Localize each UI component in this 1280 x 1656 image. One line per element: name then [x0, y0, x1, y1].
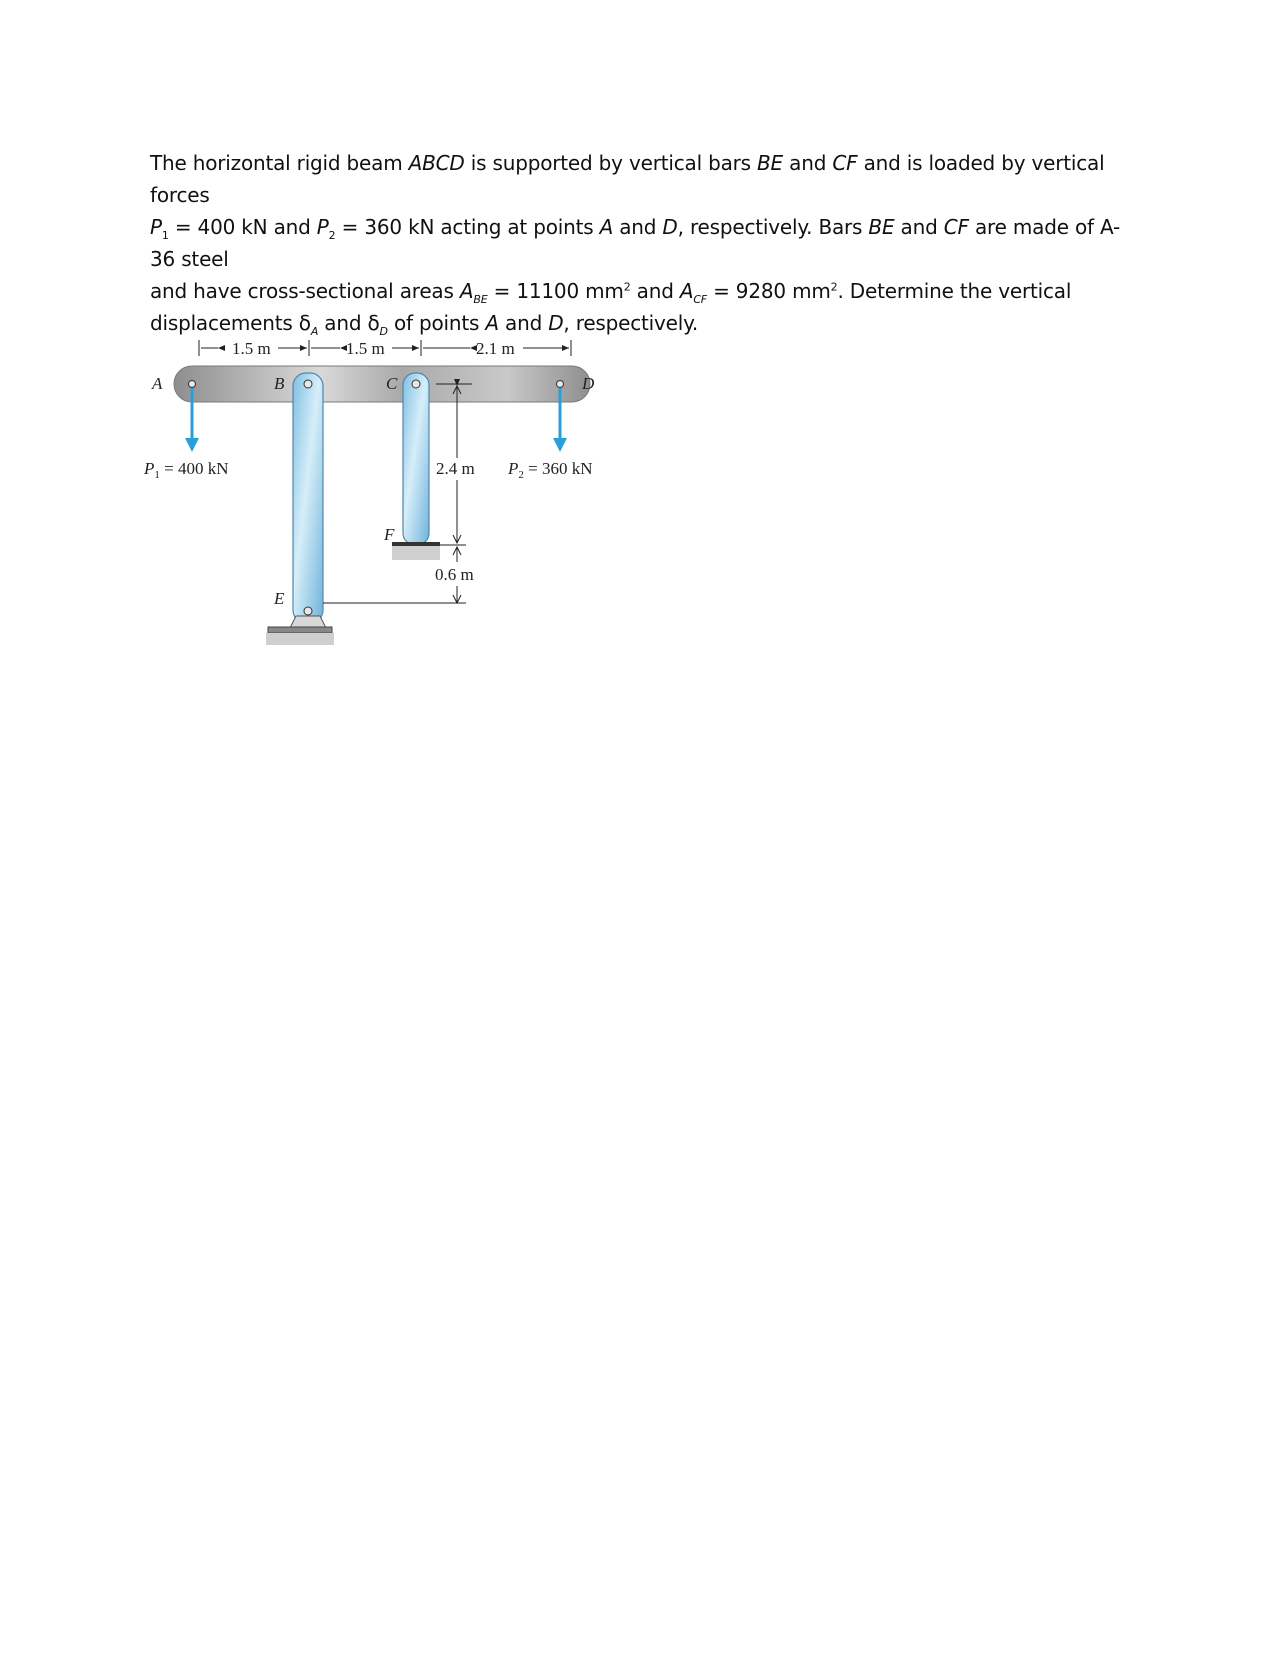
text: and δ: [318, 311, 380, 335]
ground-e: [266, 633, 334, 645]
dim-label-bc: 1.5 m: [346, 340, 385, 358]
dim-label-ab: 1.5 m: [232, 340, 271, 358]
bar-name: CF: [943, 215, 969, 239]
p1-symbol: P: [144, 459, 155, 478]
superscript: 2: [623, 280, 631, 294]
pin-b: [304, 380, 312, 388]
text: and: [630, 279, 680, 303]
label-f: F: [384, 525, 395, 544]
bar-be: [293, 373, 323, 623]
subscript: 2: [328, 229, 336, 242]
p1-value: = 400 kN: [159, 459, 229, 478]
superscript: 2: [830, 280, 838, 294]
pin-c: [412, 380, 420, 388]
dim-label-cf: 2.4 m: [436, 459, 475, 478]
force-symbol: P: [150, 215, 162, 239]
text: = 11100 mm: [487, 279, 624, 303]
bar-cf: [403, 373, 429, 545]
dimension-cf-length: [436, 384, 475, 543]
base-plate-f: [392, 542, 440, 546]
text: = 400 kN and: [168, 215, 317, 239]
text: , respectively. Bars: [677, 215, 869, 239]
bar-name: BE: [757, 151, 783, 175]
p2-value: = 360 kN: [523, 459, 593, 478]
beam-name: ABCD: [408, 151, 465, 175]
dimension-cd: [423, 340, 569, 358]
bar-name: CF: [832, 151, 858, 175]
text: and have cross-sectional areas: [150, 279, 460, 303]
load-label-p2: [507, 459, 593, 481]
text: and: [498, 311, 549, 335]
subscript: CF: [693, 293, 707, 306]
force-symbol: P: [316, 215, 329, 239]
dimension-ab: [199, 340, 307, 358]
text: , respectively.: [563, 311, 699, 335]
subscript: D: [379, 325, 388, 338]
text: and is loaded by vertical forces: [150, 151, 1105, 207]
label-b: B: [274, 374, 285, 393]
problem-statement: [150, 147, 1130, 339]
rigid-beam: [174, 366, 590, 402]
bar-name: BE: [868, 215, 895, 239]
dimension-offset: [435, 547, 474, 603]
load-label-p1: [143, 459, 229, 481]
dim-label-offset: 0.6 m: [435, 565, 474, 584]
text: is supported by vertical bars: [464, 151, 758, 175]
point-name: A: [599, 215, 614, 239]
area-symbol: A: [459, 279, 474, 303]
point-name: D: [662, 215, 678, 239]
text: = 360 kN acting at points: [335, 215, 600, 239]
label-d: D: [582, 374, 595, 393]
dim-label-cd: 2.1 m: [476, 340, 515, 358]
text: The horizontal rigid beam: [150, 151, 409, 175]
label-a: A: [152, 374, 163, 393]
label-c: C: [386, 374, 398, 393]
beam-diagram: [140, 340, 680, 680]
text: are made of A-36 steel: [150, 215, 1121, 271]
label-e: E: [274, 589, 285, 608]
base-plate-e: [268, 627, 332, 633]
pin-d: [557, 381, 564, 388]
text: of points: [387, 311, 486, 335]
area-symbol: A: [679, 279, 694, 303]
point-name: A: [485, 311, 499, 335]
subscript: BE: [473, 293, 488, 306]
support-bracket-e: [290, 616, 326, 628]
text: and: [783, 151, 833, 175]
text: displacements δ: [150, 311, 311, 335]
ground-f: [392, 546, 440, 560]
text: . Determine the vertical: [837, 279, 1072, 303]
point-name: D: [548, 311, 564, 335]
pin-a: [189, 381, 196, 388]
text: and: [894, 215, 944, 239]
p2-symbol: P: [508, 459, 519, 478]
pin-e: [304, 607, 312, 615]
dimension-bc: [311, 340, 419, 358]
text: = 9280 mm: [706, 279, 831, 303]
p1-subscript: 1: [154, 469, 160, 481]
p2-subscript: 2: [518, 469, 524, 481]
subscript: 1: [161, 229, 169, 242]
subscript: A: [310, 325, 319, 338]
text: and: [613, 215, 663, 239]
